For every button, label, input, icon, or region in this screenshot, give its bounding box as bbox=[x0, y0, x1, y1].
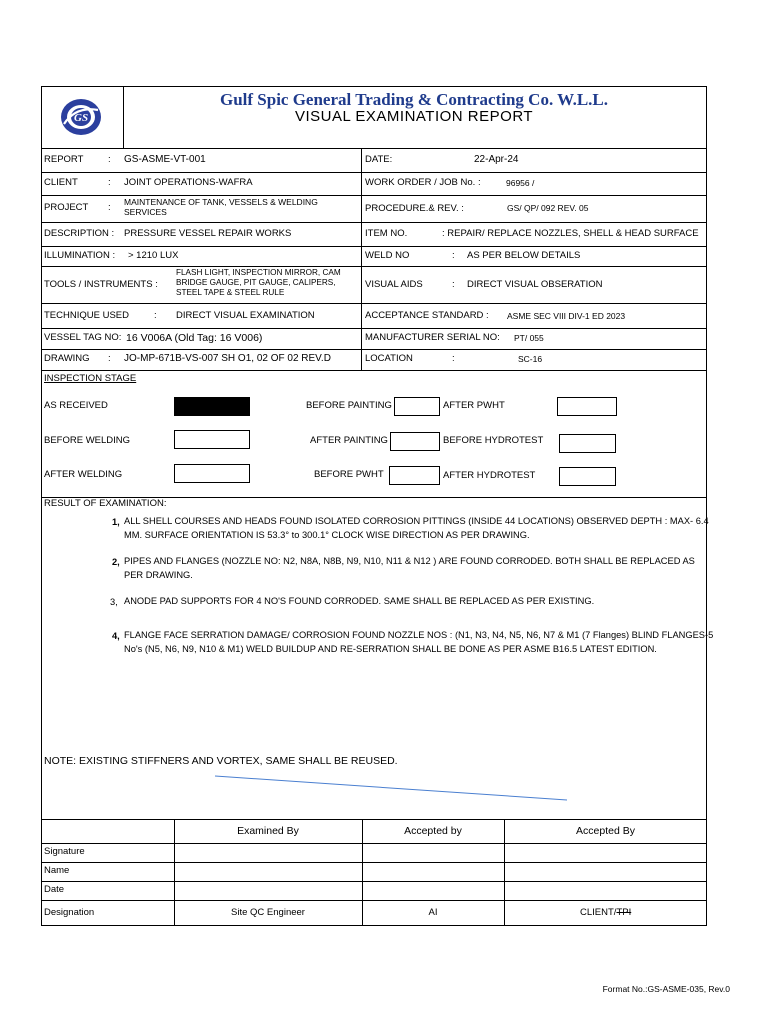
location-label: LOCATION bbox=[365, 353, 413, 364]
company-name: Gulf Spic General Trading & Contracting Co. W.L.L. bbox=[219, 90, 609, 109]
colon: : bbox=[108, 154, 111, 165]
procedure-label: PROCEDURE.& REV. : bbox=[365, 203, 464, 214]
tools-value: FLASH LIGHT, INSPECTION MIRROR, CAM BRIDGE GAUGE, PIT GAUGE, CALIPERS, STEEL TAPE & STEEL RULE bbox=[176, 268, 341, 297]
description-label: DESCRIPTION : bbox=[44, 228, 115, 239]
col-accepted-by-client: Accepted By bbox=[576, 825, 635, 837]
colon: : bbox=[108, 202, 111, 213]
after-hydrotest-checkbox[interactable] bbox=[559, 467, 616, 486]
result-item-number: 3, bbox=[110, 597, 118, 607]
signoff-row-line bbox=[41, 900, 707, 901]
result-title: RESULT OF EXAMINATION: bbox=[44, 498, 167, 509]
after-painting-checkbox[interactable] bbox=[390, 432, 440, 451]
row-line bbox=[41, 328, 707, 329]
row-line bbox=[41, 246, 707, 247]
result-item: PIPES AND FLANGES (NOZZLE NO: N2, N8A, N8B, N9, N10, N11 & N12 ) ARE FOUND CORRODED. BOTH SHALL BE REPLACED AS PER DRAWING. bbox=[124, 556, 695, 580]
as-received-label: AS RECEIVED bbox=[44, 400, 108, 411]
before-welding-label: BEFORE WELDING bbox=[44, 435, 131, 446]
after-welding-label: AFTER WELDING bbox=[44, 469, 123, 480]
weld-no-label: WELD NO bbox=[365, 250, 410, 261]
result-item-number: 2, bbox=[112, 557, 120, 567]
client-value: JOINT OPERATIONS-WAFRA bbox=[124, 177, 253, 188]
result-item: ANODE PAD SUPPORTS FOR 4 NO'S FOUND CORRODED. SAME SHALL BE REPLACED AS PER EXISTING. bbox=[124, 596, 595, 606]
colon: : bbox=[108, 177, 111, 188]
report-title: VISUAL EXAMINATION REPORT bbox=[294, 108, 534, 125]
item-no-value: : REPAIR/ REPLACE NOZZLES, SHELL & HEAD SURFACE bbox=[442, 228, 699, 239]
designation-examined: Site QC Engineer bbox=[231, 907, 305, 918]
result-item-number: 4, bbox=[112, 631, 120, 641]
field-divider bbox=[361, 148, 362, 370]
technique-label: TECHNIQUE USED bbox=[44, 310, 129, 321]
before-painting-checkbox[interactable] bbox=[394, 397, 440, 416]
logo-icon bbox=[56, 94, 106, 140]
technique-value: DIRECT VISUAL EXAMINATION bbox=[176, 310, 315, 321]
after-painting-label: AFTER PAINTING bbox=[310, 435, 388, 446]
row-line bbox=[41, 349, 707, 350]
signoff-row-line bbox=[41, 862, 707, 863]
row-signature: Signature bbox=[44, 846, 85, 857]
manufacturer-value: PT/ 055 bbox=[514, 333, 544, 343]
illumination-value: > 1210 LUX bbox=[128, 250, 179, 261]
date-value: 22-Apr-24 bbox=[474, 154, 519, 165]
description-value: PRESSURE VESSEL REPAIR WORKS bbox=[124, 228, 292, 239]
result-item: FLANGE FACE SERRATION DAMAGE/ CORROSION FOUND NOZZLE NOS : (N1, N3, N4, N5, N6, N7 & M1 (7 Flanges) BLIND FLANGES-5 No's (N5, N6, N9, N10 & M1) WELD BUILDUP AND RE-SERRATION SHALL BE DONE AS PER ASME B16.5 LATEST EDITION. bbox=[124, 630, 714, 654]
vessel-tag-value: 16 V006A (Old Tag: 16 V006) bbox=[126, 332, 263, 344]
colon: : bbox=[108, 353, 111, 364]
before-hydrotest-checkbox[interactable] bbox=[559, 434, 616, 453]
illumination-label: ILLUMINATION : bbox=[44, 250, 116, 261]
row-line bbox=[41, 195, 707, 196]
location-value: SC-16 bbox=[518, 354, 543, 364]
inspection-stage-title: INSPECTION STAGE bbox=[44, 373, 137, 384]
row-name: Name bbox=[44, 865, 70, 876]
acceptance-value: ASME SEC VIII DIV-1 ED 2023 bbox=[507, 311, 626, 321]
blue-line-mark bbox=[210, 770, 580, 810]
before-painting-label: BEFORE PAINTING bbox=[306, 400, 392, 411]
drawing-label: DRAWING bbox=[44, 353, 90, 364]
tools-label: TOOLS / INSTRUMENTS : bbox=[44, 279, 158, 290]
weld-no-value: AS PER BELOW DETAILS bbox=[467, 250, 581, 261]
item-no-label: ITEM NO. bbox=[365, 228, 408, 239]
date-label: DATE: bbox=[365, 154, 393, 165]
signoff-top-line bbox=[41, 819, 707, 820]
report-value: GS-ASME-VT-001 bbox=[124, 154, 206, 165]
project-label: PROJECT bbox=[44, 202, 89, 213]
result-item: ALL SHELL COURSES AND HEADS FOUND ISOLATED CORROSION PITTINGS (INSIDE 44 LOCATIONS) OBSERVED DEPTH : MAX- 6.4 MM. SURFACE ORIENTATION IS 53.3° to 300.1° CLOCK WISE DIRECTION AS PER DRAWING. bbox=[124, 516, 709, 540]
after-welding-checkbox[interactable] bbox=[174, 464, 250, 483]
colon: : bbox=[452, 250, 455, 261]
after-hydrotest-label: AFTER HYDROTEST bbox=[443, 470, 536, 481]
logo-text: GS bbox=[74, 112, 89, 124]
signoff-row-line bbox=[41, 881, 707, 882]
row-line bbox=[41, 172, 707, 173]
col-examined-by: Examined By bbox=[237, 825, 299, 837]
drawing-value: JO-MP-671B-VS-007 SH O1, 02 OF 02 REV.D bbox=[124, 353, 331, 364]
work-order-label: WORK ORDER / JOB No. : bbox=[365, 177, 481, 188]
row-line bbox=[41, 222, 707, 223]
colon: : bbox=[452, 279, 455, 290]
report-label: REPORT bbox=[44, 154, 84, 165]
col-accepted-by-ai: Accepted by bbox=[404, 825, 462, 837]
row-line bbox=[41, 370, 707, 371]
before-pwht-label: BEFORE PWHT bbox=[314, 469, 384, 480]
before-pwht-checkbox[interactable] bbox=[389, 466, 440, 485]
company-logo bbox=[56, 94, 106, 140]
after-pwht-checkbox[interactable] bbox=[557, 397, 617, 416]
designation-client bbox=[580, 908, 631, 919]
project-value: MAINTENANCE OF TANK, VESSELS & WELDING SERVICES bbox=[124, 197, 318, 218]
result-item-number: 1, bbox=[112, 517, 120, 527]
designation-tpi-text: TPI bbox=[616, 907, 632, 918]
format-number: Format No.:GS-ASME-035, Rev.0 bbox=[602, 984, 730, 994]
row-designation: Designation bbox=[44, 907, 95, 918]
vessel-tag-label: VESSEL TAG NO: bbox=[44, 332, 122, 343]
colon: : bbox=[452, 353, 455, 364]
acceptance-label: ACCEPTANCE STANDARD : bbox=[365, 310, 489, 321]
client-label: CLIENT bbox=[44, 177, 78, 188]
colon: : bbox=[154, 310, 157, 321]
row-line bbox=[41, 266, 707, 267]
row-date: Date bbox=[44, 884, 65, 895]
row-line bbox=[41, 148, 707, 149]
procedure-value: GS/ QP/ 092 REV. 05 bbox=[507, 203, 589, 213]
as-received-checkbox[interactable] bbox=[174, 397, 250, 416]
before-hydrotest-label: BEFORE HYDROTEST bbox=[443, 435, 544, 446]
signoff-row-line bbox=[41, 843, 707, 844]
row-line bbox=[41, 303, 707, 304]
result-note: NOTE: EXISTING STIFFNERS AND VORTEX, SAME SHALL BE REUSED. bbox=[44, 755, 398, 767]
designation-client-text: CLIENT/ bbox=[580, 907, 617, 918]
designation-ai: AI bbox=[428, 907, 438, 918]
visual-aids-value: DIRECT VISUAL OBSERATION bbox=[467, 279, 603, 290]
work-order-value: 96956 / bbox=[506, 178, 535, 188]
after-pwht-label: AFTER PWHT bbox=[443, 400, 505, 411]
before-welding-checkbox[interactable] bbox=[174, 430, 250, 449]
visual-aids-label: VISUAL AIDS bbox=[365, 279, 423, 290]
manufacturer-label: MANUFACTURER SERIAL NO: bbox=[365, 332, 500, 343]
